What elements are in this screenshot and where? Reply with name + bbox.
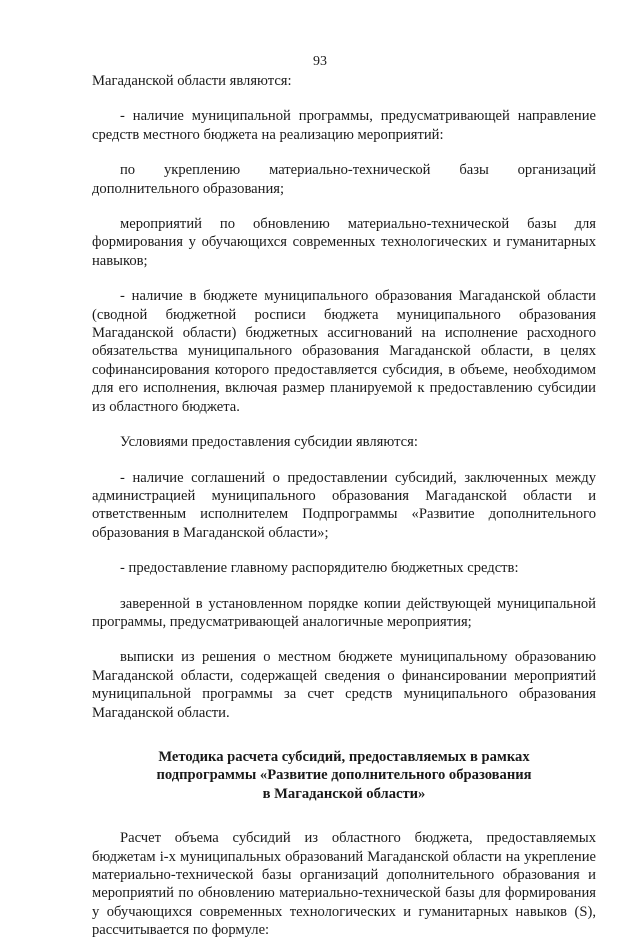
- paragraph-budget-extract: выписки из решения о местном бюджете муниципальному образованию Магаданской области, содержащей сведения о финансировании мероприятий муниципальной программы за счет средств муниципального образования Магаданской области.: [92, 649, 596, 721]
- section-heading: [92, 748, 596, 803]
- paragraph-modernization: мероприятий по обновлению материально-технической базы для формирования у обучающихся современных технологических и гуманитарных навыков;: [92, 216, 596, 269]
- paragraph-conditions-title: Условиями предоставления субсидии являются:: [120, 434, 418, 451]
- paragraph-calculation-method: Расчет объема субсидий из областного бюджета, предоставляемых бюджетам i-х муниципальных образований Магаданской области на укрепление материально-технической базы организаций дополнительного образования и мероприятий по обновлению материально-технической базы для формирования у обучающихся современных технологических и гуманитарных навыков (S), рассчитывается по формуле:: [92, 830, 596, 939]
- paragraph-agreements: - наличие соглашений о предоставлении субсидий, заключенных между администрацией муниципального образования Магаданской области и ответственным исполнителем Подпрограммы «Развитие дополнительного образования в Магаданской области»;: [92, 469, 596, 541]
- paragraph-submission: - предоставление главному распорядителю бюджетных средств:: [120, 560, 519, 577]
- paragraph-infrastructure: по укреплению материально-технической базы организаций дополнительного образования;: [92, 162, 596, 197]
- paragraph-program-requirement: - наличие муниципальной программы, предусматривающей направление средств местного бюджета на реализацию мероприятий:: [92, 108, 596, 143]
- section-heading-line-3: в Магаданской области»: [262, 785, 426, 802]
- paragraph-budget-allocation: - наличие в бюджете муниципального образования Магаданской области (сводной бюджетной росписи бюджета муниципального образования Магаданской области) бюджетных ассигнований на исполнение расходного обязательства муниципального образования Магаданской области, в целях софинансирования которого предоставляется субсидия, в объеме, необходимом для его исполнения, включая размер планируемой к предоставлению субсидии из областного бюджета.: [92, 288, 596, 415]
- paragraph-program-copy: заверенной в установленном порядке копии действующей муниципальной программы, предусматривающей аналогичные мероприятия;: [92, 595, 596, 630]
- page-body: [92, 72, 596, 940]
- section-heading-line-2: подпрограммы «Развитие дополнительного образования: [156, 767, 532, 784]
- page-number: 93: [313, 54, 327, 69]
- paragraph-intro: Магаданской области являются:: [92, 73, 292, 89]
- section-heading-line-1: Методика расчета субсидий, предоставляемых в рамках: [158, 748, 530, 765]
